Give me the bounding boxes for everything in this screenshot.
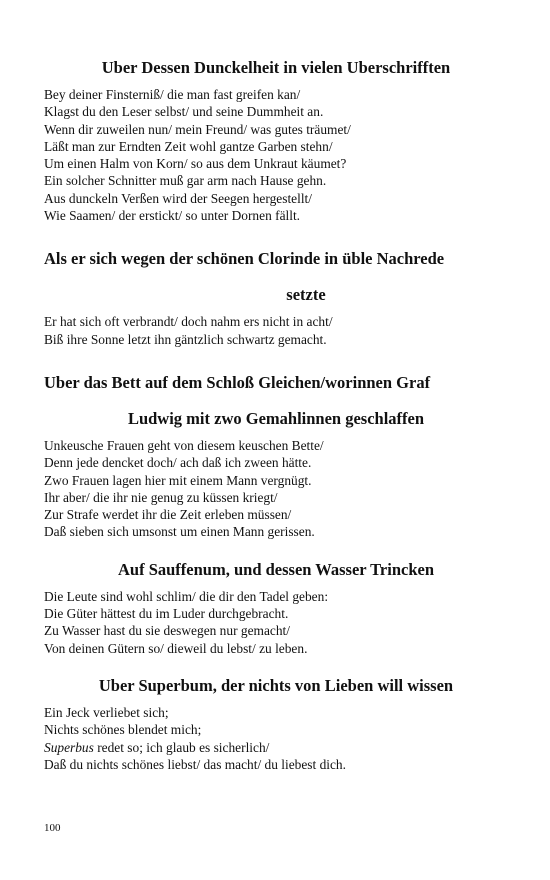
poem-title: Uber Superbum, der nichts von Lieben will wissen	[98, 675, 454, 695]
verse-line: Zwo Frauen lagen hier mit einem Mann vergnügt.	[44, 472, 312, 488]
stanza-gap	[44, 348, 508, 365]
verse-line: Nichts schönes blendet mich;	[44, 722, 202, 738]
verse-line: Er hat sich oft verbrandt/ doch nahm ers nicht in acht/	[44, 314, 333, 330]
verse-line: Klagst du den Leser selbst/ und seine Dummheit an.	[44, 104, 324, 120]
poem-2	[44, 241, 508, 348]
verse-line: Läßt man zur Erndten Zeit wohl gantze Garben stehn/	[44, 138, 333, 154]
verse-line: Zur Strafe werdet ihr die Zeit erleben müssen/	[44, 507, 292, 523]
verse-line	[44, 739, 508, 756]
verse-line: Wenn dir zuweilen nun/ mein Freund/ was gutes träumet/	[44, 121, 351, 137]
verse-line: Denn jede dencket doch/ ach daß ich zween hätte.	[44, 455, 312, 471]
poem-title-line2: setzte	[286, 285, 326, 305]
poem-1	[44, 56, 508, 224]
verse-line: Von deinen Gütern so/ dieweil du lebst/ zu leben.	[44, 640, 308, 656]
verse-line: Ein solcher Schnitter muß gar arm nach Hause gehn.	[44, 173, 327, 189]
page-number: 100	[44, 822, 61, 834]
verse-line: Bey deiner Finsterniß/ die man fast greifen kan/	[44, 87, 301, 102]
verse-line: Daß sieben sich umsonst um einen Mann gerissen.	[44, 524, 315, 540]
verse-line: Aus dunckeln Verßen wird der Seegen hergestellt/	[44, 190, 312, 206]
poem-3	[44, 365, 508, 541]
verse-line: Daß du nichts schönes liebst/ das macht/ du liebest dich.	[44, 756, 346, 772]
stanza-gap	[44, 657, 508, 674]
verse-line: Die Leute sind wohl schlim/ die dir den Tadel geben:	[44, 588, 329, 604]
poem-4	[44, 558, 508, 657]
stanza-gap	[44, 541, 508, 558]
poem-title-line1: Als er sich wegen der schönen Clorinde in üble Nachrede	[44, 249, 445, 269]
verse-line: Ein Jeck verliebet sich;	[44, 704, 169, 720]
verse-line: Unkeusche Frauen geht von diesem keuschen Bette/	[44, 437, 324, 453]
verse-line: Zu Wasser hast du sie deswegen nur gemacht/	[44, 623, 290, 639]
verse-line: Wie Saamen/ der erstickt/ so unter Dornen fällt.	[44, 208, 301, 224]
verse-line: Um einen Halm von Korn/ so aus dem Unkraut käumet?	[44, 156, 347, 172]
poem-title-line2: Ludwig mit zwo Gemahlinnen geschlaffen	[127, 408, 425, 428]
verse-line: Ihr aber/ die ihr nie genug zu küssen kriegt/	[44, 489, 278, 505]
poem-5	[44, 674, 508, 773]
verse-line: Die Güter hättest du im Luder durchgebracht.	[44, 606, 289, 622]
stanza-gap	[44, 224, 508, 241]
verse-line-rest: redet so; ich glaub es sicherlich/	[97, 739, 270, 755]
page-body	[44, 56, 508, 773]
poem-title: Auf Sauffenum, und dessen Wasser Trincken	[117, 559, 435, 579]
italic-name: Superbus	[44, 739, 94, 755]
poem-title: Uber Dessen Dunckelheit in vielen Uberschrifften	[101, 58, 451, 77]
verse-line: Biß ihre Sonne letzt ihn gäntzlich schwartz gemacht.	[44, 331, 327, 347]
poem-title-line1: Uber das Bett auf dem Schloß Gleichen/worinnen Graf	[44, 372, 431, 392]
